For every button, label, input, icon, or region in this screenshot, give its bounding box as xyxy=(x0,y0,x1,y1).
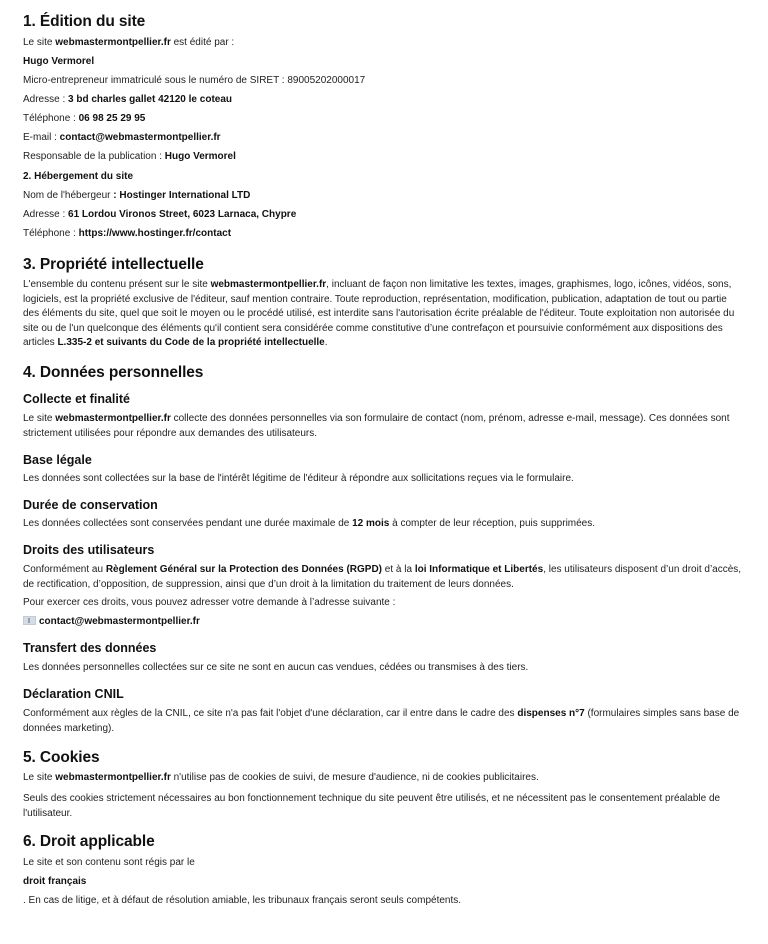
subsection-title-cnil: Déclaration CNIL xyxy=(23,687,124,701)
property-text: L'ensemble du contenu présent sur le site webmastermontpellier.fr, incluant de façon non limitative les textes, images, graphismes, logo, icônes, vidéos, sons, logiciels, est la propriété exclusive de l'éditeur, sauf mention contraire. Toute reproduction, représentation, modification, publication, adaptation de tout ou partie des éléments du site, quel que soit le moyen ou le procédé utilisé, est interdite sans l'autorisation écrite préalable de l'éditeur. Toute exploitation non autorisée du site ou de l'un quelconque des éléments qu'il contient sera considérée comme constitutive d’une contrefaçon et poursuivie conformément aux dispositions des articles L.335-2 et suivants du Code de la propriété intellectuelle. xyxy=(23,279,735,348)
subsection-title-legal-basis: Base légale xyxy=(23,453,92,467)
section-title-law: 6. Droit applicable xyxy=(23,833,155,850)
cnil-text: Conformément aux règles de la CNIL, ce site n'a pas fait l'objet d'une déclaration, car il entre dans le cadre des dispenses n°7 (formulaires simples sans base de données marketing). xyxy=(23,708,740,734)
envelope-icon xyxy=(23,616,36,625)
editor-name: Hugo Vermorel xyxy=(23,56,95,67)
section-title-edition: 1. Édition du site xyxy=(23,13,146,30)
law-name: droit français xyxy=(23,876,87,887)
editor-address: Adresse : 3 bd charles gallet 42120 le coteau xyxy=(23,94,233,105)
section-title-cookies: 5. Cookies xyxy=(23,749,100,766)
subsection-title-collect: Collecte et finalité xyxy=(23,392,130,406)
section-title-personal-data: 4. Données personnelles xyxy=(23,364,204,381)
section-title-hosting: 2. Hébergement du site xyxy=(23,171,134,182)
site-name: webmastermontpellier.fr xyxy=(55,37,171,48)
host-phone: Téléphone : https://www.hostinger.fr/contact xyxy=(23,228,232,239)
editor-phone: Téléphone : 06 98 25 29 95 xyxy=(23,113,146,124)
publisher: Responsable de la publication : Hugo Vermorel xyxy=(23,151,236,162)
subsection-title-transfer: Transfert des données xyxy=(23,641,157,655)
collect-text: Le site webmastermontpellier.fr collecte des données personnelles via son formulaire de contact (nom, prénom, adresse e-mail, message). Ces données sont strictement utilisées pour répondre aux demandes des utilisateurs. xyxy=(23,413,730,439)
editor-email-link[interactable]: contact@webmastermontpellier.fr xyxy=(59,132,221,143)
subsection-title-retention: Durée de conservation xyxy=(23,498,158,512)
retention-text: Les données collectées sont conservées pendant une durée maximale de 12 mois à compter de leur réception, puis supprimées. xyxy=(23,518,596,529)
edition-intro: Le site webmastermontpellier.fr est édité par : xyxy=(23,37,235,48)
rights-contact-email[interactable]: contact@webmastermontpellier.fr xyxy=(39,616,200,627)
rights-exercise-text: Pour exercer ces droits, vous pouvez adresser votre demande à l’adresse suivante : xyxy=(23,597,396,608)
host-name: Nom de l'hébergeur : Hostinger International LTD xyxy=(23,190,251,201)
cookies-text-2: Seuls des cookies strictement nécessaires au bon fonctionnement technique du site peuvent être utilisés, et ne nécessitent pas le consentement préalable de l'utilisateur. xyxy=(23,793,721,819)
rights-contact xyxy=(23,615,745,630)
siret-line: Micro-entrepreneur immatriculé sous le numéro de SIRET : 89005202000017 xyxy=(23,75,366,86)
law-text-2: . En cas de litige, et à défaut de résolution amiable, les tribunaux français seront seuls compétents. xyxy=(23,895,462,906)
transfer-text: Les données personnelles collectées sur ce site ne sont en aucun cas vendues, cédées ou transmises à des tiers. xyxy=(23,662,529,673)
rights-text: Conformément au Règlement Général sur la Protection des Données (RGPD) et à la loi Informatique et Libertés, les utilisateurs disposent d’un droit d’accès, de rectification, d’opposition, de suppression, ainsi que d’un droit à la limitation du traitement de leurs données. xyxy=(23,564,742,590)
host-contact-link[interactable]: https://www.hostinger.fr/contact xyxy=(78,228,232,239)
editor-email: E-mail : contact@webmastermontpellier.fr xyxy=(23,132,221,143)
subsection-title-rights: Droits des utilisateurs xyxy=(23,543,155,557)
law-text-1: Le site et son contenu sont régis par le xyxy=(23,857,195,868)
cookies-text-1: Le site webmastermontpellier.fr n'utilise pas de cookies de suivi, de mesure d'audience, ni de cookies publicitaires. xyxy=(23,772,539,783)
section-title-property: 3. Propriété intellectuelle xyxy=(23,256,204,273)
host-address: Adresse : 61 Lordou Vironos Street, 6023 Larnaca, Chypre xyxy=(23,209,297,220)
legal-basis-text: Les données sont collectées sur la base de l'intérêt légitime de l'éditeur à répondre aux sollicitations reçues via le formulaire. xyxy=(23,473,574,484)
